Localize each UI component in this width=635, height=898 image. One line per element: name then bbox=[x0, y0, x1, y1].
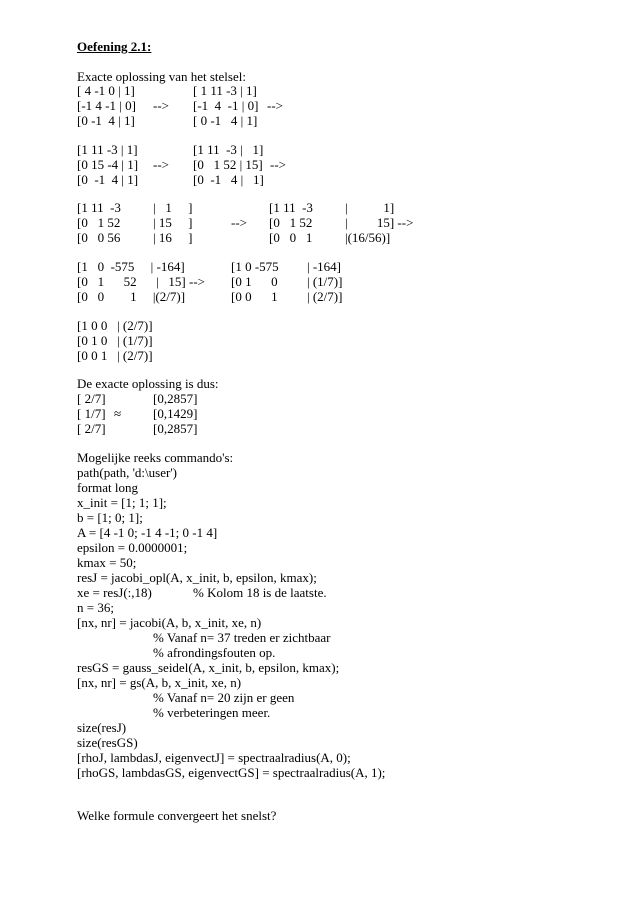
code-line: [nx, nr] = jacobi(A, b, x_init, xe, n) bbox=[77, 615, 262, 630]
solution-fraction: [ 2/7] bbox=[77, 421, 106, 436]
solution-fraction: [ 2/7] bbox=[77, 391, 106, 406]
matrix-line: [0 1 0 bbox=[231, 274, 278, 289]
arrow: --> bbox=[270, 157, 286, 172]
solution-decimal: [0,1429] bbox=[153, 406, 198, 421]
code-comment: % Vanaf n= 37 treden er zichtbaar bbox=[153, 630, 331, 645]
code-comment: % Vanaf n= 20 zijn er geen bbox=[153, 690, 295, 705]
matrix-line: | -164] bbox=[307, 259, 342, 274]
matrix-line: | 1 ] bbox=[153, 200, 193, 215]
code-line: A = [4 -1 0; -1 4 -1; 0 -1 4] bbox=[77, 525, 218, 540]
matrix-line: | 15] --> bbox=[345, 215, 414, 230]
matrix-line: [0 1 52 | 15] --> bbox=[77, 274, 206, 289]
question-text: Welke formule convergeert het snelst? bbox=[77, 808, 277, 823]
code-comment: % afrondingsfouten op. bbox=[153, 645, 276, 660]
code-line: epsilon = 0.0000001; bbox=[77, 540, 188, 555]
matrix-line: [-1 4 -1 | 0] bbox=[77, 98, 136, 113]
matrix-line: [0 -1 4 | 1] bbox=[77, 113, 135, 128]
matrix-line: [1 11 -3 bbox=[269, 200, 313, 215]
code-line: kmax = 50; bbox=[77, 555, 137, 570]
code-line: path(path, 'd:\user') bbox=[77, 465, 177, 480]
matrix-line: [0 15 -4 | 1] bbox=[77, 157, 139, 172]
code-line: resGS = gauss_seidel(A, x_init, b, epsilon, kmax); bbox=[77, 660, 340, 675]
matrix-line: [1 0 -575 | -164] bbox=[77, 259, 185, 274]
matrix-line: [1 11 -3 bbox=[77, 200, 121, 215]
matrix-line: [0 -1 4 | 1] bbox=[77, 172, 139, 187]
solution-decimal: [0,2857] bbox=[153, 421, 198, 436]
matrix-line: [0 1 52 bbox=[77, 215, 121, 230]
matrix-line: [1 0 0 | (2/7)] bbox=[77, 318, 153, 333]
matrix-line: | (2/7)] bbox=[307, 289, 343, 304]
code-line: [rhoGS, lambdasGS, eigenvectGS] = spectraalradius(A, 1); bbox=[77, 765, 386, 780]
approx-symbol: ≈ bbox=[114, 406, 122, 421]
matrix-line: | 16 ] bbox=[153, 230, 193, 245]
matrix-line: [0 0 1 bbox=[231, 289, 278, 304]
matrix-line: [0 0 1 | (2/7)] bbox=[77, 348, 153, 363]
matrix-line: [ 1 11 -3 | 1] bbox=[193, 83, 257, 98]
matrix-line: [ 4 -1 0 | 1] bbox=[77, 83, 135, 98]
solution-fraction: [ 1/7] bbox=[77, 406, 106, 421]
matrix-line: [ 0 -1 4 | 1] bbox=[193, 113, 258, 128]
code-line: format long bbox=[77, 480, 139, 495]
matrix-line: [1 11 -3 | 1] bbox=[77, 142, 138, 157]
code-line: [rhoJ, lambdasJ, eigenvectJ] = spectraalradius(A, 0); bbox=[77, 750, 351, 765]
matrix-line: [0 1 52 | 15] bbox=[193, 157, 263, 172]
code-line: x_init = [1; 1; 1]; bbox=[77, 495, 167, 510]
code-comment: % verbeteringen meer. bbox=[153, 705, 271, 720]
code-comment: % Kolom 18 is de laatste. bbox=[193, 585, 327, 600]
matrix-line: |(16/56)] bbox=[345, 230, 391, 245]
code-line: [nx, nr] = gs(A, b, x_init, xe, n) bbox=[77, 675, 242, 690]
arrow: --> bbox=[153, 157, 169, 172]
matrix-line: [0 1 0 | (1/7)] bbox=[77, 333, 153, 348]
intro-text: Exacte oplossing van het stelsel: bbox=[77, 69, 246, 84]
arrow: --> bbox=[153, 98, 169, 113]
solution-decimal: [0,2857] bbox=[153, 391, 198, 406]
exact-heading: De exacte oplossing is dus: bbox=[77, 376, 219, 391]
matrix-line: | 1] bbox=[345, 200, 395, 215]
code-line: xe = resJ(:,18) bbox=[77, 585, 152, 600]
matrix-line: [0 0 1 bbox=[269, 230, 313, 245]
matrix-line: | (1/7)] bbox=[307, 274, 343, 289]
matrix-line: [0 0 56 bbox=[77, 230, 121, 245]
matrix-line: [1 0 -575 bbox=[231, 259, 279, 274]
matrix-line: [-1 4 -1 | 0] bbox=[193, 98, 259, 113]
commands-heading: Mogelijke reeks commando's: bbox=[77, 450, 234, 465]
matrix-line: [1 11 -3 | 1] bbox=[193, 142, 264, 157]
code-line: resJ = jacobi_opl(A, x_init, b, epsilon, kmax); bbox=[77, 570, 317, 585]
code-line: size(resGS) bbox=[77, 735, 138, 750]
page-title: Oefening 2.1: bbox=[77, 39, 152, 54]
matrix-line: [0 -1 4 | 1] bbox=[193, 172, 264, 187]
matrix-line: [0 1 52 bbox=[269, 215, 313, 230]
matrix-line: [0 0 1 |(2/7)] bbox=[77, 289, 186, 304]
code-line: b = [1; 0; 1]; bbox=[77, 510, 143, 525]
code-line: n = 36; bbox=[77, 600, 114, 615]
arrow: --> bbox=[267, 98, 283, 113]
code-line: size(resJ) bbox=[77, 720, 127, 735]
arrow: --> bbox=[231, 215, 247, 230]
matrix-line: | 15 ] bbox=[153, 215, 193, 230]
